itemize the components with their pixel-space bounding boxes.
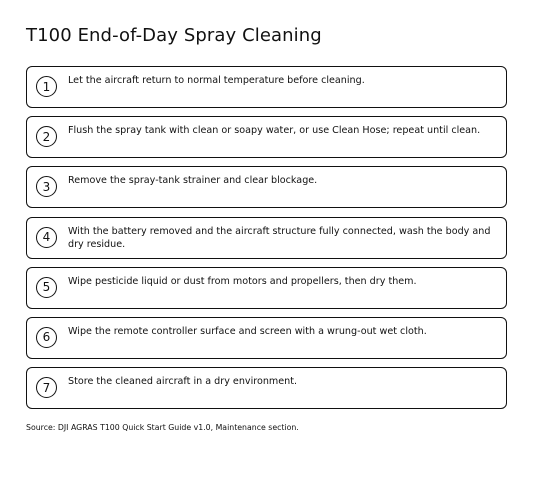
step-card-5 [26,267,507,309]
step-text: Remove the spray-tank strainer and clear blockage. [68,175,318,187]
step-number-badge: 2 [36,126,57,147]
step-text: Wipe the remote controller surface and screen with a wrung-out wet cloth. [68,325,427,337]
step-number-badge: 5 [36,277,57,298]
step-number-badge: 1 [36,76,57,97]
step-number-badge: 4 [36,227,57,248]
step-number-badge: 7 [36,377,57,398]
step-card-3 [26,166,507,208]
step-card-7 [26,367,507,409]
step-text: Wipe pesticide liquid or dust from motors and propellers, then dry them. [68,275,417,287]
step-text: With the battery removed and the aircraft structure fully connected, wash the body and dry residue. [68,225,491,250]
step-card-2 [26,116,507,158]
step-text: Flush the spray tank with clean or soapy water, or use Clean Hose; repeat until clean. [68,125,481,137]
step-number-badge: 6 [36,327,57,348]
step-text: Let the aircraft return to normal temperature before cleaning. [68,75,365,86]
step-text: Store the cleaned aircraft in a dry environment. [68,376,298,388]
page-title: T100 End-of-Day Spray Cleaning [26,25,322,46]
step-card-4 [26,217,507,259]
step-number-badge: 3 [36,176,57,197]
step-card-1 [26,66,507,108]
step-card-6 [26,317,507,359]
step-list [26,66,507,417]
source-note: Source: DJI AGRAS T100 Quick Start Guide v1.0, Maintenance section. [26,423,299,432]
